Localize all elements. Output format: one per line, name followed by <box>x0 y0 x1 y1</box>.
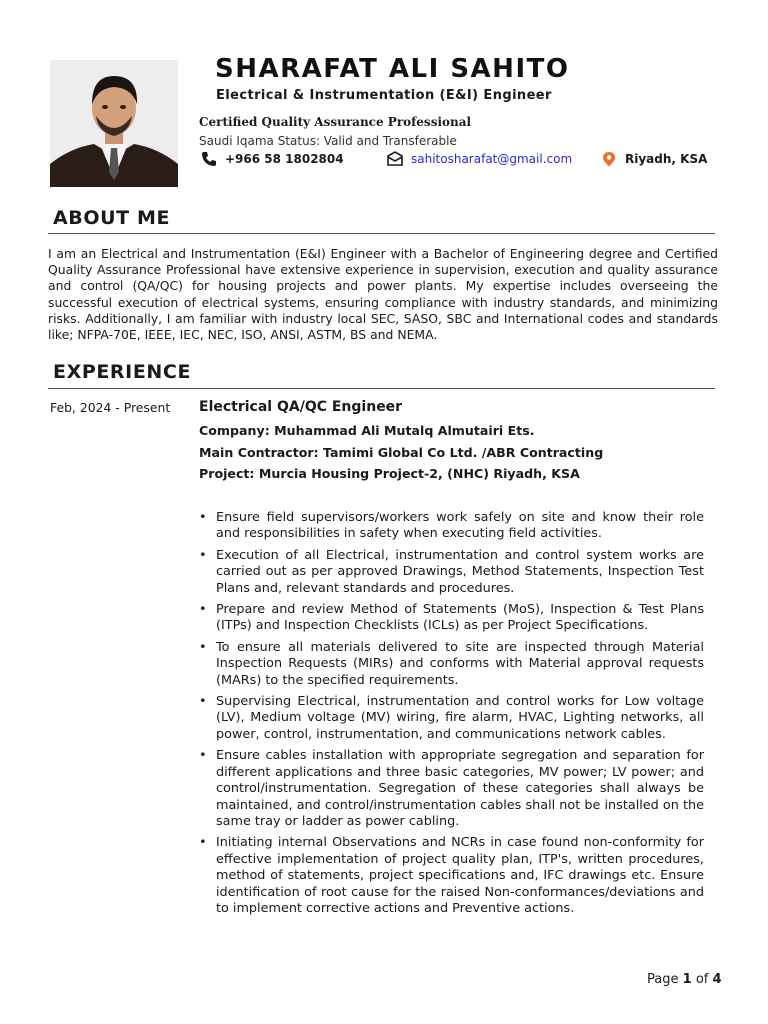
experience-heading: EXPERIENCE <box>53 361 192 383</box>
profile-photo <box>50 60 178 187</box>
contact-location <box>601 150 707 168</box>
envelope-icon <box>387 151 403 167</box>
about-text: I am an Electrical and Instrumentation (E&I) Engineer with a Bachelor of Engineering degree and Certified Quality Assurance Professional have extensive experience in supervision, execution and quality assurance and control (QA/QC) for housing projects and power plants. My expertise includes overseeing the successful execution of electrical systems, ensuring compliance with industry standards, and minimizing risks. Additionally, I am familiar with industry local SEC, SASO, SBC and International codes and standards like; NFPA-70E, IEEE, IEC, NEC, ISO, ANSI, ASTM, BS and NEMA. <box>48 246 718 343</box>
job-title: Electrical QA/QC Engineer <box>199 399 403 415</box>
list-item: • Ensure cables installation with appropriate segregation and separation for different applications and three basic categories, MV power; LV power; and control/instrumentation. Segregation of these categories shall always be maintained, and control/instrumentation cables shall not be installed on the same tray or ladder as power cabling. <box>216 748 704 830</box>
page-number <box>647 972 722 987</box>
page-of: of <box>695 972 709 987</box>
job-responsibilities <box>216 510 704 922</box>
iqama-status: Saudi Iqama Status: Valid and Transferable <box>199 134 457 148</box>
about-heading: ABOUT ME <box>53 207 171 229</box>
list-item: • Ensure field supervisors/workers work safely on site and know their role and responsibilities in safety when executing field activities. <box>216 510 704 543</box>
page-total: 4 <box>712 972 722 987</box>
profile-photo-illustration <box>50 60 178 187</box>
phone-number: +966 58 1802804 <box>225 152 344 166</box>
list-item: • Prepare and review Method of Statements (MoS), Inspection & Test Plans (ITPs) and Inspection Checklists (ICLs) as per Project Specifications. <box>216 602 704 635</box>
page-current: 1 <box>682 972 692 987</box>
email-address[interactable]: sahitosharafat@gmail.com <box>411 152 573 166</box>
contact-email[interactable] <box>387 150 572 168</box>
candidate-name: SHARAFAT ALI SAHITO <box>215 54 570 84</box>
candidate-role: Electrical & Instrumentation (E&I) Engineer <box>216 88 552 103</box>
about-divider <box>48 233 715 234</box>
page-prefix: Page <box>647 972 679 987</box>
experience-divider <box>48 388 715 389</box>
location-text: Riyadh, KSA <box>625 152 708 166</box>
certification: Certified Quality Assurance Professional <box>199 115 472 129</box>
list-item: • Initiating internal Observations and NCRs in case found non-conformity for effective implementation of project quality plan, ITP's, written procedures, method of statements, project specifications and, IFC drawings etc. Ensure identification of root cause for the raised Non-conformances/deviations and to implement corrective actions and Preventive actions. <box>216 835 704 917</box>
phone-icon <box>201 151 217 167</box>
contact-phone[interactable] <box>201 150 344 168</box>
list-item: • To ensure all materials delivered to site are inspected through Material Inspection Requests (MIRs) and conforms with Material approval requests (MARs) to the specified requirements. <box>216 640 704 689</box>
job-company: Company: Muhammad Ali Mutalq Almutairi Ets. <box>199 423 535 438</box>
list-item: • Supervising Electrical, instrumentation and control works for Low voltage (LV), Medium voltage (MV) wiring, fire alarm, HVAC, Lighting networks, all power, control, instrumentation, and communications network cables. <box>216 694 704 743</box>
list-item: • Execution of all Electrical, instrumentation and control system works are carried out as per approved Drawings, Method Statements, Inspection Test Plans and, relevant standards and procedures. <box>216 548 704 597</box>
job-date: Feb, 2024 - Present <box>50 400 171 415</box>
job-contractor: Main Contractor: Tamimi Global Co Ltd. /ABR Contracting <box>199 445 604 460</box>
job-project: Project: Murcia Housing Project-2, (NHC) Riyadh, KSA <box>199 466 580 481</box>
location-pin-icon <box>601 151 617 167</box>
